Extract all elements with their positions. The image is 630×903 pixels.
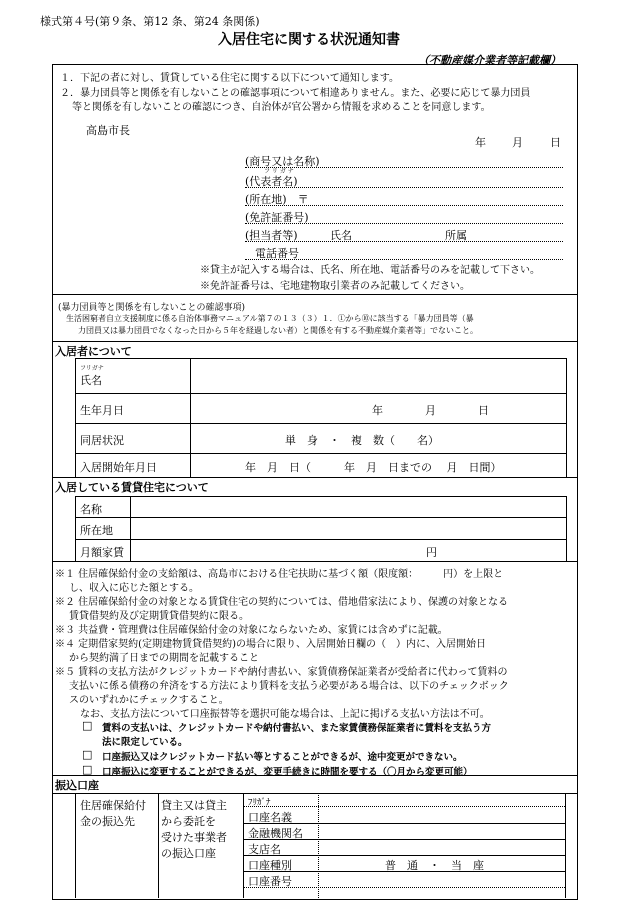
address-label: (所在地) 〒	[245, 193, 309, 206]
notes-divider	[52, 561, 577, 562]
cohabit-label: 同居状況	[80, 434, 124, 447]
account-number-label: 口座番号	[248, 875, 292, 888]
bank-col-line	[243, 793, 244, 898]
note-5-line1: ※５ 賃料の支払方法がクレジットカードや納付書払い、家賃債務保証業者が受給者に代わって賃料の	[55, 667, 508, 678]
license-line[interactable]	[245, 223, 563, 224]
antisocial-line-2: 力団員又は暴力団員でなくなった日から５年を経過しない者）と関係を有する不動産媒介業者等」でないこと。	[78, 326, 478, 335]
furigana-label: ﾌﾘｶﾞﾅ	[248, 798, 271, 808]
housing-table	[75, 496, 567, 562]
payee-label-line1: 住居確保給付	[80, 799, 146, 812]
note-1-line1: ※１ 住居確保給付金の支給額は、高島市における住宅扶助に基づく額（限度額： 円）を上限と	[55, 569, 504, 580]
note-5-line4: なお、支払方法について口座振替等を選択可能な場合は、上記に掲げる支払い方法は不可。	[80, 709, 490, 720]
resident-row-line	[75, 453, 566, 454]
resident-row-line	[75, 423, 566, 424]
bank-heading-line	[52, 793, 577, 794]
resident-row-line	[75, 393, 566, 394]
housing-table-col	[130, 496, 131, 561]
note-1-line2: し、収入に応じた額とする。	[69, 583, 199, 594]
dob-year: 年	[372, 404, 383, 417]
rent-unit: 円	[426, 546, 437, 559]
move-in-date-value: 年 月 日（ 年 月 日までの 月 日間）	[245, 461, 502, 474]
date-day: 日	[550, 136, 561, 149]
housing-divider	[52, 477, 577, 478]
checkbox-1-label-line2: 法に限定している。	[102, 737, 188, 748]
cohabit-value: 単 身 ・ 複 数（ 名）	[285, 434, 439, 447]
contact-name-label: 氏名	[330, 229, 352, 242]
resident-name-ruby: フリガナ	[80, 365, 104, 372]
form-number: 様式第４号(第９条、第12 条、第24 条関係)	[40, 15, 260, 28]
housing-row-line	[75, 539, 566, 540]
housing-row-line	[75, 517, 566, 518]
contact-line[interactable]	[245, 241, 563, 242]
document-subtitle: （不動産媒介業者等記載欄）	[418, 54, 561, 67]
payee-label-line2: 金の振込先	[80, 815, 135, 828]
representative-label: (代表者名)	[245, 175, 298, 188]
account-type-label: 口座種別	[248, 859, 292, 872]
dob-day: 日	[478, 404, 489, 417]
addressee: 高島市長	[86, 124, 130, 137]
landlord-label-line3: 受けた事業者	[161, 831, 227, 844]
notice-item-1: １．下記の者に対し、賃貸している住宅に関する以下について通知します。	[60, 73, 399, 84]
resident-dob-label: 生年月日	[80, 404, 124, 417]
account-type-value: 普 通 ・ 当 座	[385, 859, 484, 872]
landlord-label-line2: から委託を	[161, 815, 216, 828]
bank-col-line	[158, 793, 159, 898]
contact-dept-label: 所属	[445, 229, 467, 242]
note-2-line1: ※２ 住居確保給付金の対象となる賃貸住宅の契約については、借地借家法により、保護の対象となる	[55, 597, 508, 608]
note-5-line2: 支払いに係る債務の弁済をする方法により賃料を支払う必要がある場合は、以下のチェックボック	[69, 681, 509, 692]
bank-heading: 振込口座	[55, 779, 99, 792]
landlord-label-line1: 貸主又は貸主	[161, 799, 227, 812]
note-3: ※３ 共益費・管理費は住居確保給付金の対象にならないため、家賃には含めずに記載。	[55, 625, 448, 636]
checkbox-3-label: 口座振込に変更することができるが、変更手続きに時間を要する（〇月から変更可能）	[102, 767, 473, 778]
checkbox-3[interactable]: □	[82, 763, 93, 776]
branch-label: 支店名	[248, 843, 281, 856]
housing-heading: 入居している賃貸住宅について	[55, 481, 209, 494]
dob-month: 月	[425, 404, 436, 417]
date-year: 年	[475, 136, 486, 149]
housing-location-label: 所在地	[80, 524, 113, 537]
section-divider	[52, 294, 577, 295]
license-note: ※免許証番号は、宅地建物取引業者のみ記載してください。	[200, 281, 470, 292]
representative-ruby: フ リ ガ ナ	[264, 168, 294, 175]
bank-col-line	[75, 793, 76, 898]
document-title: 入居住宅に関する状況通知書	[218, 32, 400, 48]
representative-line[interactable]	[245, 187, 563, 188]
housing-name-label: 名称	[80, 503, 102, 516]
checkbox-2[interactable]: □	[82, 748, 93, 761]
antisocial-heading: (暴力団員等と関係を有しないことの確認事項)	[58, 303, 246, 313]
phone-line[interactable]	[245, 259, 563, 260]
bank-col-line	[565, 793, 566, 898]
phone-label: 電話番号	[255, 247, 299, 260]
notice-item-2-line1: ２．暴力団員等と関係を有しないことの確認事項について相違ありません。また、必要に応じて暴力団員	[60, 88, 531, 99]
note-4-line2: から契約満了日までの期間を記載すること	[69, 653, 259, 664]
resident-heading: 入居者について	[55, 345, 132, 358]
checkbox-1[interactable]: □	[82, 719, 93, 732]
bank-row-line	[243, 855, 565, 856]
resident-name-label: 氏名	[80, 374, 102, 387]
move-in-date-label: 入居開始年月日	[80, 461, 157, 474]
note-2-line2: 賃貸借契約及び定期賃貸借契約に限る。	[69, 611, 249, 622]
contact-label: (担当者等)	[245, 229, 298, 242]
date-month: 月	[512, 136, 523, 149]
bank-col-dotted	[318, 793, 319, 898]
license-label: (免許証番号)	[245, 211, 309, 224]
checkbox-1-label-line1: 賃料の支払いは、クレジットカードや納付書払い、また家賃債務保証業者に賃料を支払う方	[102, 723, 491, 734]
business-name-label: (商号又は名称)	[245, 155, 320, 168]
resident-table-col	[190, 358, 191, 477]
checkbox-2-label: 口座振込又はクレジットカード払い等とすることができるが、途中変更ができない。	[102, 752, 463, 763]
rent-label: 月額家賃	[80, 546, 124, 559]
bank-name-label: 金融機関名	[248, 827, 303, 840]
account-name-label: 口座名義	[248, 811, 292, 824]
address-line[interactable]	[245, 205, 563, 206]
bank-row-dotted	[243, 806, 565, 807]
note-4-line1: ※４ 定期借家契約(定期建物賃貸借契約)の場合に限り、入居開始日欄の（ ）内に、入居開始日	[55, 639, 486, 650]
antisocial-line-1: 生活困窮者自立支援制度に係る自治体事務マニュアル第７の１３（３）１．①から⑩に該当する「暴力団員等（暴	[66, 314, 474, 323]
lessor-note: ※貸主が記入する場合は、氏名、所在地、電話番号のみを記載して下さい。	[200, 265, 540, 276]
bank-divider	[52, 775, 577, 776]
landlord-label-line4: の振込口座	[161, 847, 216, 860]
notice-item-2-line2: 等と関係を有しないことの確認につき、自治体が官公署から情報を求めることを同意します。	[72, 102, 491, 113]
note-5-line3: スのいずれかにチェックすること。	[69, 695, 229, 706]
resident-divider	[52, 341, 577, 342]
